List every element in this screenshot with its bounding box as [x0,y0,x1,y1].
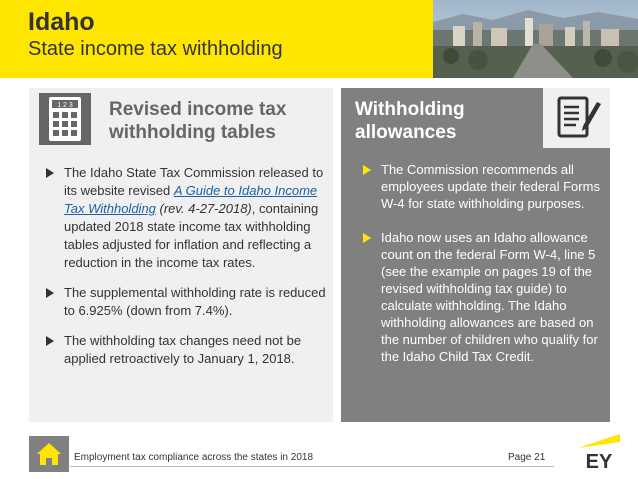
header-banner [0,0,433,78]
calculator-icon [39,93,91,145]
heading-line: withholding tables [109,122,276,143]
list-item [44,284,328,320]
list-item [361,229,601,365]
revision-date: (rev. 4-27-2018) [155,201,252,216]
bullet-text: Idaho now uses an Idaho allowance count on the federal Form W-4, line 5 (see the example on pages 19 of the revised withholding tax guide) to calculate withholding. The Idaho withholding allowances are based on the number of children who qualify for the Idaho Child Tax Credit. [381,230,598,364]
list-item [361,161,601,212]
revised-tables-heading [109,98,286,144]
bullet-text: The supplemental withholding rate is reduced to 6.925% (down from 7.4%). [64,285,326,318]
home-icon[interactable] [29,436,69,472]
footer-divider [70,466,554,467]
calculator-digits: 1 2 3 [57,102,73,109]
page-number: Page 21 [508,452,546,463]
heading-line: allowances [355,122,457,143]
revised-tables-list [44,164,328,380]
page-title: Idaho [28,8,95,36]
bullet-text: , containing updated 2018 state income tax withholding tables adjusted for inflation and reflecting a reduction in the income tax rates. [64,201,319,270]
withholding-allowances-heading [355,98,465,144]
triangle-bullet-icon [363,165,371,175]
ey-logo-text: EY [585,451,613,473]
withholding-allowances-list [361,161,601,382]
footer-title: Employment tax compliance across the states in 2018 [74,452,314,463]
document-pen-icon [543,88,610,148]
revised-tables-header [29,88,333,148]
page-subtitle: State income tax withholding [28,38,283,60]
heading-line: Revised income tax [109,99,287,120]
triangle-bullet-icon [363,233,371,243]
triangle-bullet-icon [46,336,54,346]
ey-logo [574,430,624,474]
revised-tables-panel [29,88,333,422]
withholding-allowances-panel [341,88,610,422]
idaho-withholding-guide-link[interactable]: A Guide to Idaho Income Tax Withholding [64,183,318,216]
list-item [44,332,328,368]
bullet-text: The Commission recommends all employees update their federal Forms W-4 for state withholding purposes. [381,162,600,211]
list-item [44,164,328,272]
bullet-text: The withholding tax changes need not be applied retroactively to January 1, 2018. [64,333,302,366]
triangle-bullet-icon [46,168,54,178]
city-skyline-photo [433,0,638,78]
bullet-text: The Idaho State Tax Commission released to its website revised [64,165,324,198]
heading-line: Withholding [355,99,465,120]
triangle-bullet-icon [46,288,54,298]
